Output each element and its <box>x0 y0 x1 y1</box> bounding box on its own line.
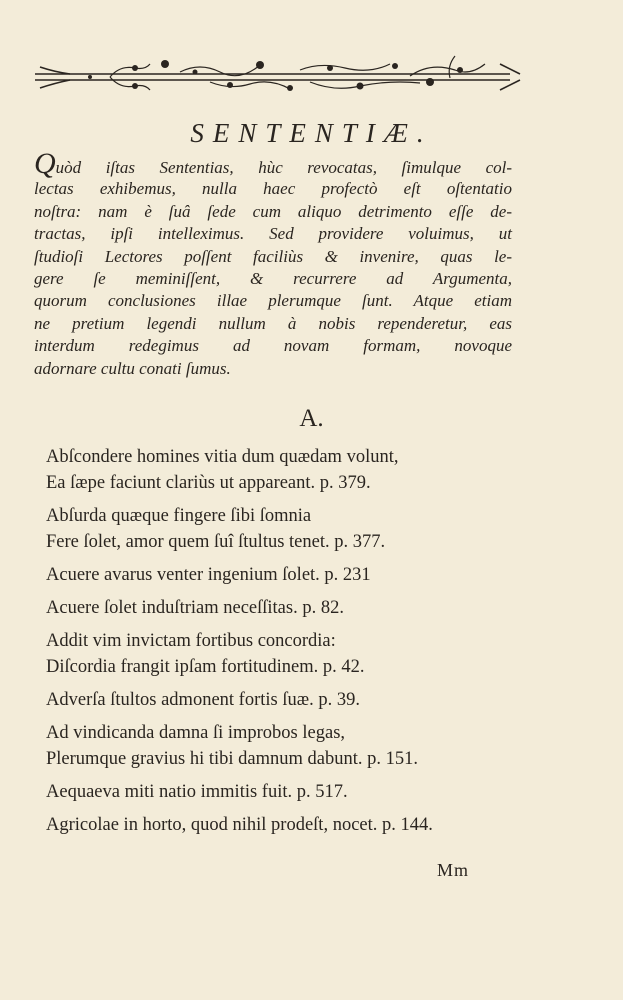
list-item <box>46 779 516 805</box>
entry-line: Addit vim invictam fortibus concordia: <box>46 631 336 651</box>
entry-line: Plerumque gravius hi tibi damnum dabunt. p. 151. <box>46 749 419 769</box>
preface-line: quorum conclusiones illae plerumque ſunt. Atque etiam <box>34 291 512 311</box>
list-item <box>46 687 516 713</box>
preface-line: ſtudioſi Lectores poſſent faciliùs & invenire, quas le- <box>34 246 512 266</box>
preface-paragraph <box>34 147 512 380</box>
list-item <box>46 444 516 496</box>
preface-line: interdum redegimus ad novam formam, novoque <box>34 336 512 356</box>
preface-line: lectas exhibemus, nulla haec profectò eſt oſtentatio <box>34 179 512 199</box>
list-item <box>46 812 516 838</box>
preface-line: gere ſe meminiſſent, & recurrere ad Argumenta, <box>34 268 512 288</box>
entry-line: Ad vindicanda damna ſi improbos legas, <box>46 723 346 743</box>
preface-line: tractas, ipſi intelleximus. Sed providere voluimus, ut <box>34 224 512 244</box>
entry-line: Abſurda quæque fingere ſibi ſomnia <box>46 506 312 526</box>
list-item <box>46 720 516 772</box>
preface-line: Quòd iſtas Sententias, hùc revocatas, ſimulque col- <box>34 147 512 180</box>
entry-line: Adverſa ſtultos admonent fortis ſuæ. p. 39. <box>46 690 360 710</box>
section-letter: A. <box>299 405 324 432</box>
entry-line: Acuere avarus venter ingenium ſolet. p. 231 <box>46 565 371 585</box>
list-item <box>46 503 516 555</box>
entry-line: Agricolae in horto, quod nihil prodeſt, nocet. p. 144. <box>46 815 433 835</box>
entry-line: Ea ſæpe faciunt clariùs ut appareant. p. 379. <box>46 473 371 493</box>
list-item <box>46 595 516 621</box>
floral-headpiece-ornament <box>30 52 530 102</box>
entry-line: Aequaeva miti natio immitis fuit. p. 517. <box>46 782 348 802</box>
drop-cap: Q <box>34 147 56 180</box>
entry-line: Fere ſolet, amor quem ſuî ſtultus tenet. p. 377. <box>46 532 386 552</box>
entry-line: Diſcordia frangit ipſam fortitudinem. p. 42. <box>46 657 365 677</box>
preface-line: noſtra: nam è ſuâ ſede cum aliquo detrimento eſſe de- <box>34 201 512 221</box>
preface-line: ne pretium legendi nullum à nobis rependeretur, eas <box>34 313 512 333</box>
entry-line: Abſcondere homines vitia dum quædam volunt, <box>46 447 399 467</box>
page-heading: SENTENTIÆ. <box>190 118 433 148</box>
signature-mark: Mm <box>437 860 470 880</box>
list-item <box>46 562 516 588</box>
sentences-list <box>46 444 516 845</box>
entry-line: Acuere ſolet induſtriam neceſſitas. p. 82. <box>46 598 344 618</box>
preface-line: adornare cultu conati ſumus. <box>34 358 231 378</box>
list-item <box>46 628 516 680</box>
